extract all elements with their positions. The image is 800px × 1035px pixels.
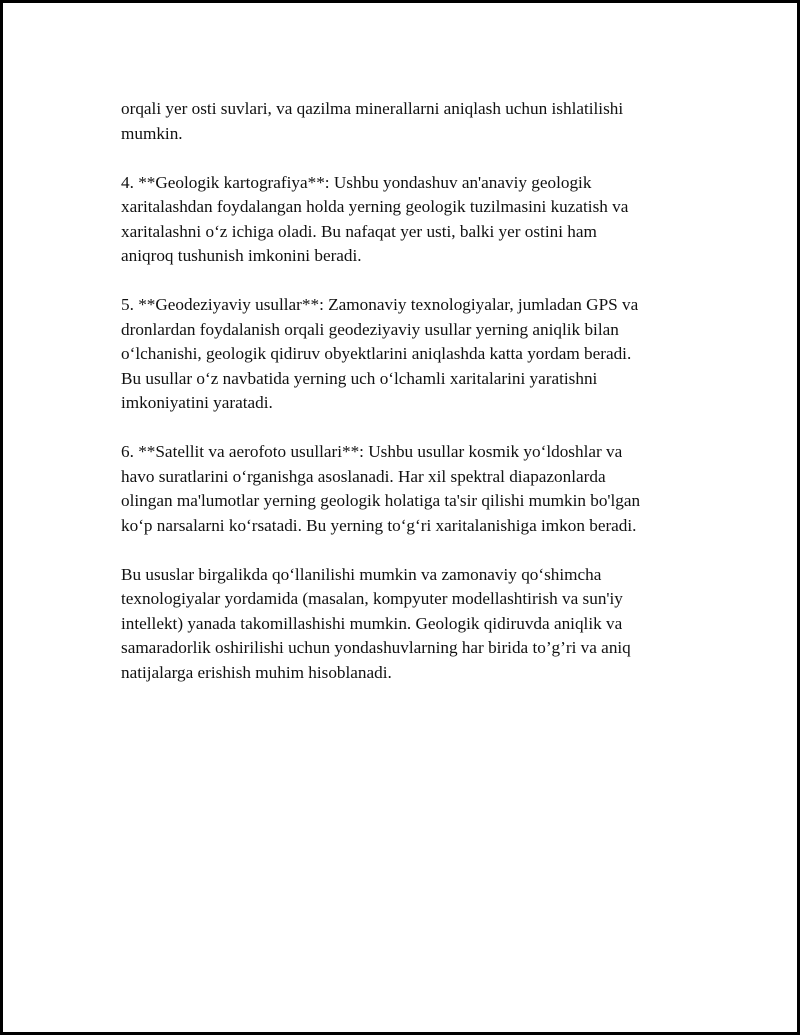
text-line: intellekt) yanada takomillashishi mumkin. Geologik qidiruvda aniqlik va: [121, 613, 623, 633]
text-line: orqali yer osti suvlari, va qazilma minerallarni aniqlash uchun ishlatilishi: [121, 99, 624, 118]
text-line: xaritalashdan foydalangan holda yerning geologik tuzilmasini kuzatish va: [121, 197, 629, 216]
text-line: 5. **Geodeziyaviy usullar**: Zamonaviy texnologiyalar, jumladan GPS va: [121, 295, 639, 314]
paragraph-satellit-aerofoto: [121, 440, 681, 538]
paragraph-intro-continuation: [121, 97, 681, 146]
paragraph-geologik-kartografiya: [121, 171, 681, 269]
text-line: olingan ma'lumotlar yerning geologik holatiga ta'sir qilishi mumkin bo'lgan: [121, 491, 641, 510]
text-line: samaradorlik oshirilishi uchun yondashuvlarning har birida to’g’ri va aniq: [121, 638, 631, 657]
paragraph-geodeziyaviy-usullar: [121, 293, 681, 416]
document-body: [121, 97, 681, 710]
text-line: Bu usullar oʻz navbatida yerning uch oʻlchamli xaritalarini yaratishni: [121, 368, 598, 388]
text-line: imkoniyatini yaratadi.: [121, 393, 273, 412]
text-line: natijalarga erishish muhim hisoblanadi.: [121, 662, 392, 682]
text-line: koʻp narsalarni koʻrsatadi. Bu yerning toʻgʻri xaritalanishiga imkon beradi.: [121, 515, 637, 535]
text-line: dronlardan foydalanish orqali geodeziyaviy usullar yerning aniqlik bilan: [121, 319, 619, 339]
text-line: Bu ususlar birgalikda qoʻllanilishi mumkin va zamonaviy qoʻshimcha: [121, 564, 602, 584]
text-line: 4. **Geologik kartografiya**: Ushbu yondashuv an'anaviy geologik: [121, 172, 592, 192]
text-line: oʻlchanishi, geologik qidiruv obyektlarini aniqlashda katta yordam beradi.: [121, 344, 632, 363]
text-line: 6. **Satellit va aerofoto usullari**: Ushbu usullar kosmik yoʻldoshlar va: [121, 442, 623, 461]
text-line: aniqroq tushunish imkonini beradi.: [121, 246, 362, 265]
text-line: mumkin.: [121, 123, 183, 143]
text-line: xaritalashni oʻz ichiga oladi. Bu nafaqat yer usti, balki yer ostini ham: [121, 221, 597, 241]
text-line: texnologiyalar yordamida (masalan, kompyuter modellashtirish va sun'iy: [121, 589, 623, 608]
paragraph-conclusion: [121, 563, 681, 686]
text-line: havo suratlarini oʻrganishga asoslanadi. Har xil spektral diapazonlarda: [121, 466, 606, 486]
